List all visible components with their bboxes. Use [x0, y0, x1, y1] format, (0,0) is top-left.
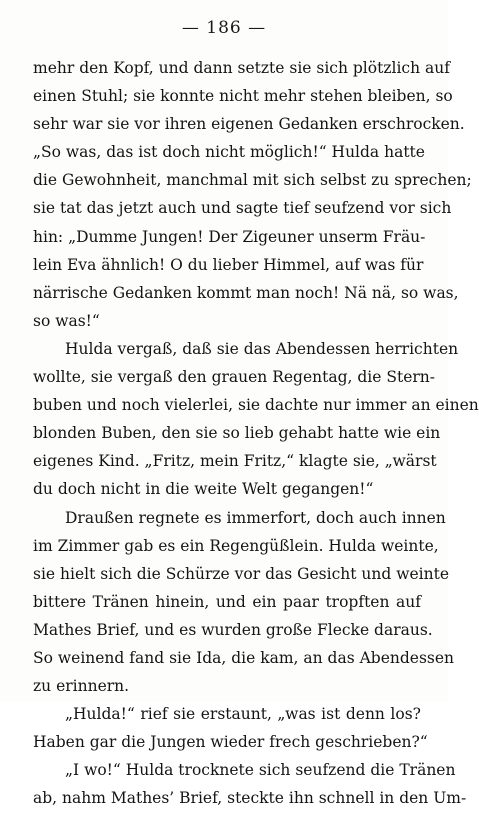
- text-line: Draußen regnete es immerfort, doch auch innen: [65, 508, 446, 527]
- text-line: eigenes Kind. „Fritz, mein Fritz,“ klagte sie, „wärst: [33, 452, 437, 471]
- text-line: einen Stuhl; sie konnte nicht mehr stehen bleiben, so: [33, 87, 453, 106]
- page-number: — 186 —: [181, 18, 267, 38]
- text-line: wollte, sie vergaß den grauen Regentag, die Stern-: [33, 368, 436, 387]
- text-line: „So was, das ist doch nicht möglich!“ Hulda hatte: [33, 143, 425, 162]
- text-line: „Hulda!“ rief sie erstaunt, „was ist denn los?: [65, 705, 421, 724]
- text-line: zu erinnern.: [33, 677, 130, 696]
- text-line: du doch nicht in die weite Welt gegangen!“: [33, 480, 374, 499]
- text-line: lein Eva ähnlich! O du lieber Himmel, auf was für: [33, 255, 424, 274]
- text-line: hin: „Dumme Jungen! Der Zigeuner unserm Fräu-: [33, 227, 426, 246]
- text-line: so was!“: [33, 311, 100, 330]
- text-line: buben und noch vielerlei, sie dachte nur immer an einen: [33, 396, 479, 415]
- text-line: sie hielt sich die Schürze vor das Gesicht und weinte: [33, 564, 450, 583]
- text-line: im Zimmer gab es ein Regengüßlein. Hulda weinte,: [33, 536, 439, 555]
- text-line: Mathes Brief, und es wurden große Flecke daraus.: [33, 620, 433, 639]
- text-line: sie tat das jetzt auch und sagte tief seufzend vor sich: [33, 199, 452, 218]
- text-line: „I wo!“ Hulda trocknete sich seufzend die Tränen: [65, 761, 456, 780]
- text-line: Haben gar die Jungen wieder frech geschrieben?“: [33, 733, 428, 752]
- text-line: bittere Tränen hinein, und ein paar tropften auf: [33, 592, 421, 611]
- text-line: närrische Gedanken kommt man noch! Nä nä, so was,: [33, 283, 459, 302]
- text-line: die Gewohnheit, manchmal mit sich selbst zu sprechen;: [33, 171, 472, 190]
- text-line: mehr den Kopf, und dann setzte sie sich plötzlich auf: [33, 59, 450, 77]
- body-text: [33, 54, 479, 813]
- text-line: So weinend fand sie Ida, die kam, an das Abendessen: [33, 648, 455, 667]
- text-line: blonden Buben, den sie so lieb gehabt hatte wie ein: [33, 424, 441, 443]
- text-line: sehr war sie vor ihren eigenen Gedanken erschrocken.: [33, 115, 465, 134]
- text-line: ab, nahm Mathes’ Brief, steckte ihn schnell in den Um-: [33, 789, 467, 808]
- text-line: Hulda vergaß, daß sie das Abendessen herrichten: [65, 339, 459, 358]
